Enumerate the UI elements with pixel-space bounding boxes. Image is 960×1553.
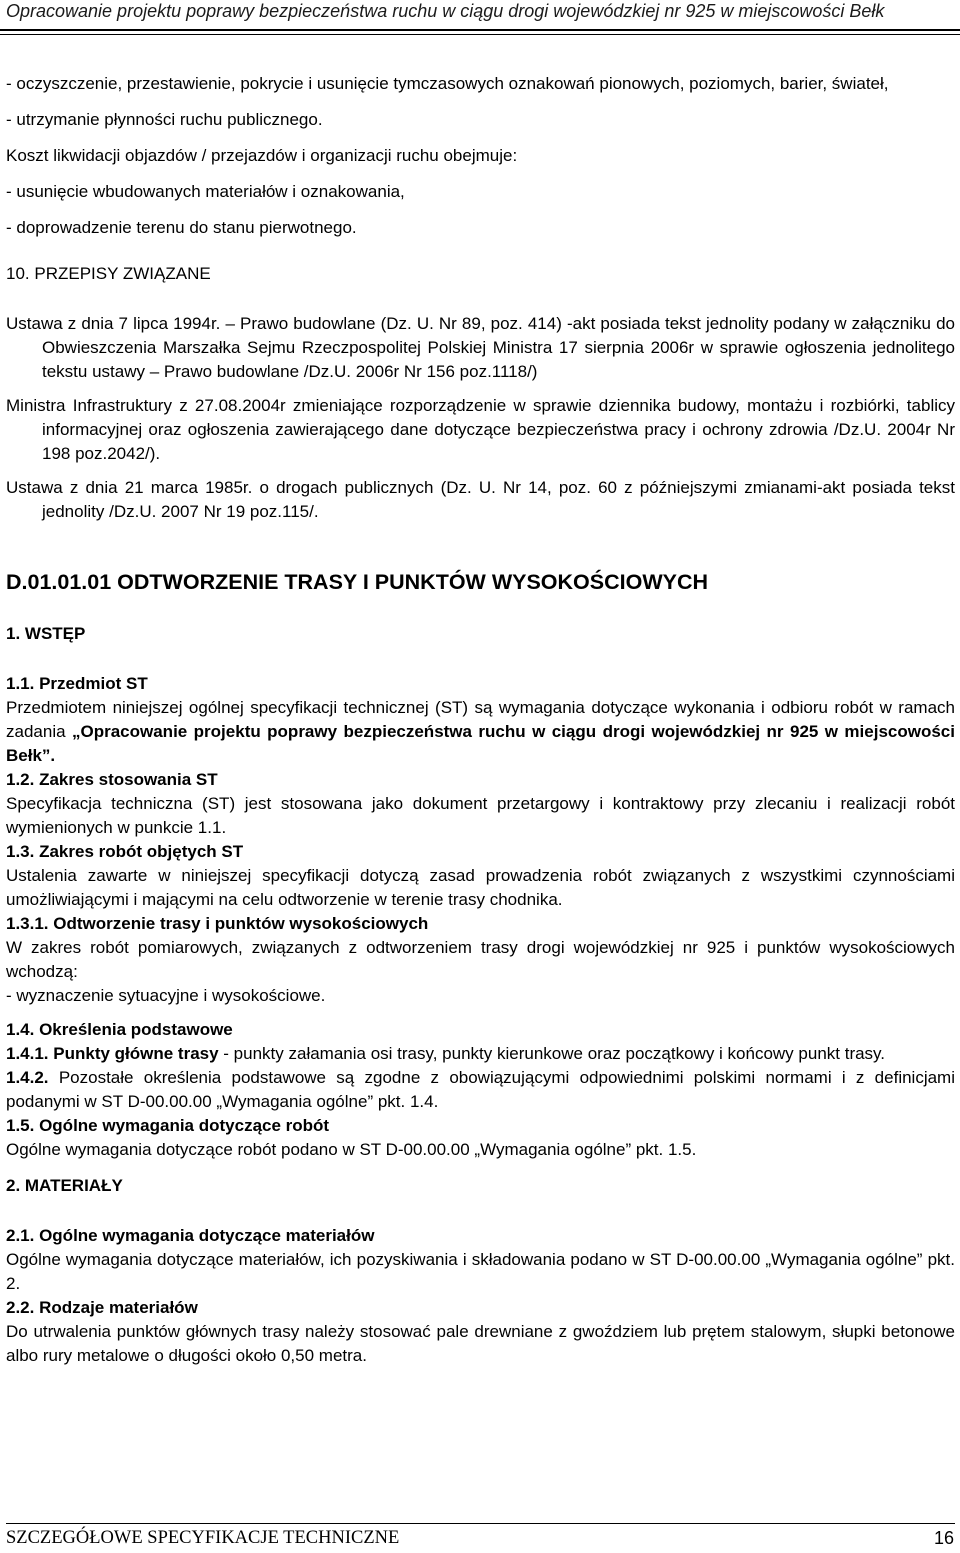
specification-title: D.01.01.01 ODTWORZENIE TRASY I PUNKTÓW WYSOKOŚCIOWYCH [6,570,709,594]
paragraph: - utrzymanie płynności ruchu publicznego. [6,110,323,129]
header-rule-thin [0,34,960,35]
term-definition: - punkty załamania osi trasy, punkty kierunkowe oraz początkowy i końcowy punkt trasy. [218,1044,886,1063]
paragraph: Ogólne wymagania dotyczące materiałów, ich pozyskiwania i składowania podano w ST D-00.00.00 „Wymagania ogólne” pkt. 2. [6,1250,955,1293]
header-rule-thick [0,29,960,31]
paragraph: - oczyszczenie, przestawienie, pokrycie i usunięcie tymczasowych oznakowań pionowych, poziomych, barier, świateł, [6,74,889,93]
subsection-heading: 2.1. Ogólne wymagania dotyczące materiałów [6,1226,375,1245]
paragraph: - usunięcie wbudowanych materiałów i oznakowania, [6,182,405,201]
paragraph: Ustalenia zawarte w niniejszej specyfikacji dotyczą zasad prowadzenia robót związanych z wszystkimi czynnościami umożliwiającymi i mającymi na celu odtworzenie w terenie trasy chodnika. [6,866,955,909]
section-heading: 10. PRZEPISY ZWIĄZANE [6,264,211,283]
subsection-heading: 2.2. Rodzaje materiałów [6,1298,198,1317]
page-footer [0,1508,960,1553]
document-body [6,72,955,1368]
subsection-heading: 1.4. Określenia podstawowe [6,1020,233,1039]
paragraph: - doprowadzenie terenu do stanu pierwotnego. [6,218,357,237]
paragraph: Koszt likwidacji objazdów / przejazdów i organizacji ruchu obejmuje: [6,146,518,165]
subsection-heading: 1.5. Ogólne wymagania dotyczące robót [6,1116,330,1135]
subsection-heading: 1.1. Przedmiot ST [6,674,148,693]
page-header [0,0,960,36]
paragraph: W zakres robót pomiarowych, związanych z odtworzeniem trasy drogi wojewódzkiej nr 925 i punktów wysokościowych wchodzą: [6,938,955,981]
legal-reference: Ministra Infrastruktury z 27.08.2004r zmieniające rozporządzenie w sprawie dziennika budowy, montażu i rozbiórki, tablicy informacyjnej oraz ogłoszenia zawierającego dane dotyczące bezpieczeństwa pracy i ochrony zdrowia /Dz.U. 2004r Nr 198 poz.2042/). [6,396,955,463]
paragraph: Ogólne wymagania dotyczące robót podano w ST D-00.00.00 „Wymagania ogólne” pkt. 1.5. [6,1140,697,1159]
footer-rule [6,1523,955,1524]
section-heading: 2. MATERIAŁY [6,1176,123,1195]
subsection-heading: 1.3.1. Odtworzenie trasy i punktów wysokościowych [6,914,429,933]
subsection-heading: 1.2. Zakres stosowania ST [6,770,218,789]
subsection-heading: 1.3. Zakres robót objętych ST [6,842,244,861]
section-heading: 1. WSTĘP [6,624,86,643]
legal-reference: Ustawa z dnia 21 marca 1985r. o drogach publicznych (Dz. U. Nr 14, poz. 60 z późniejszymi zmianami-akt posiada tekst jednolity /Dz.U. 2007 Nr 19 poz.115/. [6,478,955,521]
footer-label: SZCZEGÓŁOWE SPECYFIKACJE TECHNICZNE [6,1528,400,1548]
page-number: 16 [933,1528,954,1548]
paragraph: - wyznaczenie sytuacyjne i wysokościowe. [6,986,326,1005]
paragraph [6,1066,955,1114]
paragraph: Specyfikacja techniczna (ST) jest stosowana jako dokument przetargowy i kontraktowy przy zlecaniu i realizacji robót wymienionych w punkcie 1.1. [6,794,955,837]
paragraph-text: Przedmiotem niniejszej ogólnej specyfikacji technicznej (ST) są wymagania dotyczące wykonania i odbioru robót w ramach zadania [6,698,955,741]
term-name: 1.4.1. Punkty główne trasy [6,1044,219,1063]
paragraph [6,696,955,768]
project-name: „Opracowanie projektu poprawy bezpieczeństwa ruchu w ciągu drogi wojewódzkiej nr 925 w miejscowości Bełk”. [6,722,955,765]
paragraph [6,1042,955,1066]
term-number: 1.4.2. [6,1068,49,1087]
paragraph: Do utrwalenia punktów głównych trasy należy stosować pale drewniane z gwoździem lub prętem stalowym, słupki betonowe albo rury metalowe o długości około 0,50 metra. [6,1322,955,1365]
term-definition: Pozostałe określenia podstawowe są zgodne z obowiązującymi odpowiednimi polskimi normami i z definicjami podanymi w ST D-00.00.00 „Wymagania ogólne” pkt. 1.4. [6,1068,955,1111]
legal-reference: Ustawa z dnia 7 lipca 1994r. – Prawo budowlane (Dz. U. Nr 89, poz. 414) -akt posiada tekst jednolity podany w załączniku do Obwieszczenia Marszałka Sejmu Rzeczpospolitej Polskiej Ministra 17 sierpnia 2006r w sprawie ogłoszenia jednolitego tekstu ustawy – Prawo budowlane /Dz.U. 2006r Nr 156 poz.1118/) [6,314,955,381]
header-title: Opracowanie projektu poprawy bezpieczeństwa ruchu w ciągu drogi wojewódzkiej nr 925 w miejscowości Bełk [6,1,885,21]
